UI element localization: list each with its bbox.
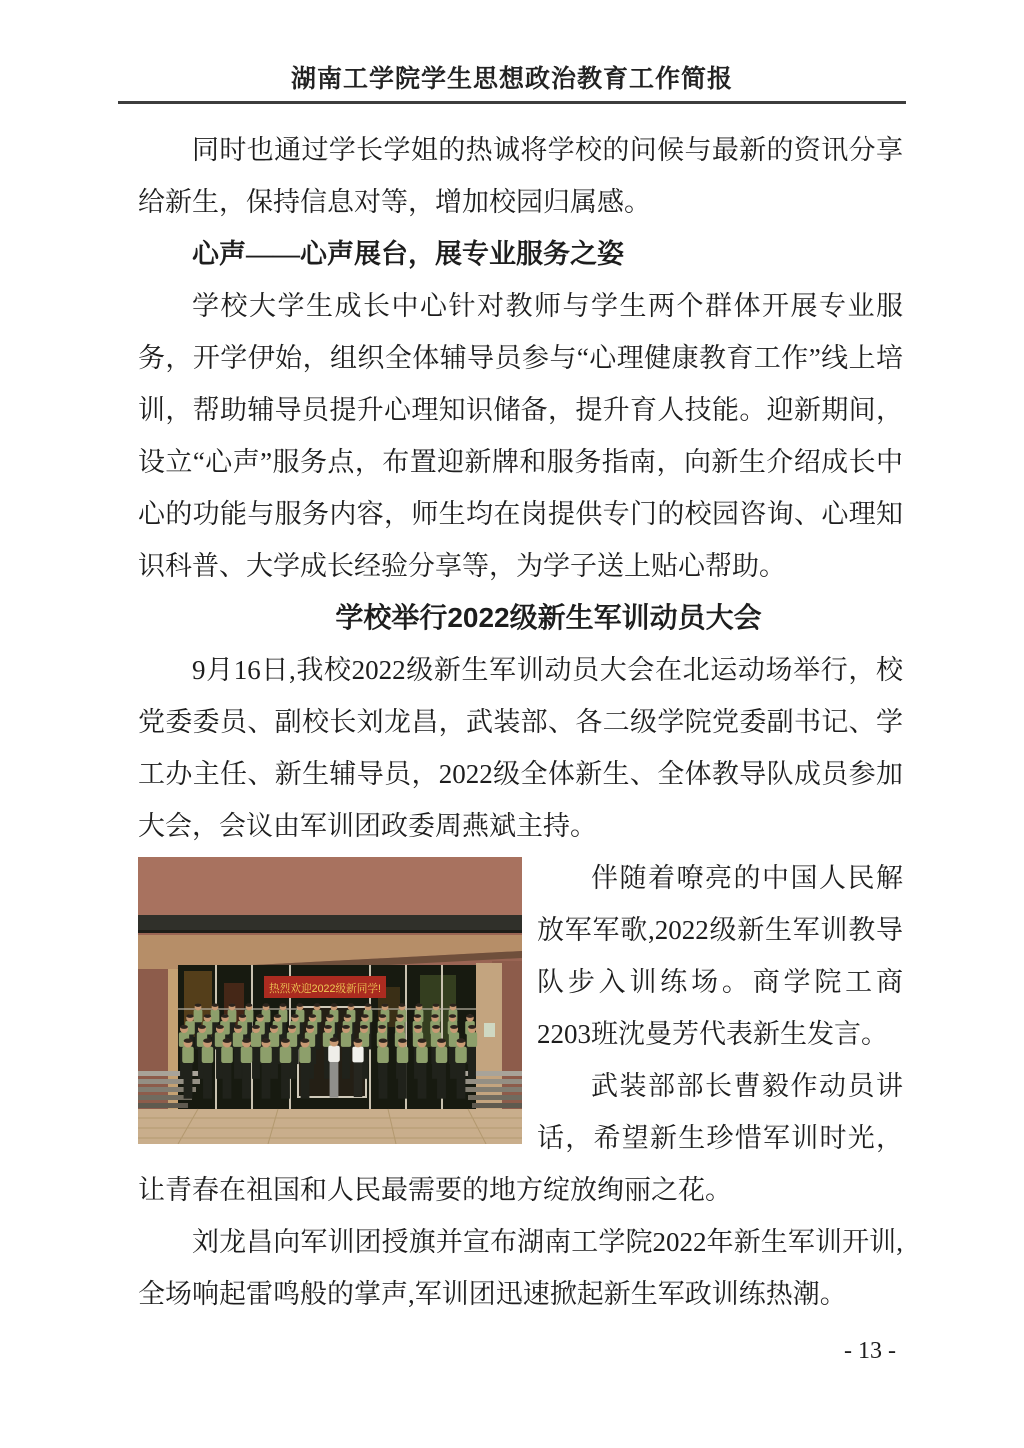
paragraph-junxun-1: 9月16日,我校2022级新生军训动员大会在北运动场举行，校党委委员、副校长刘龙昌，武装部、各二级学院党委副书记、学工办主任、新生辅导员，2022级全体新生、全体教导队成员参加大会，会议由军训团政委周燕斌主持。 bbox=[138, 655, 903, 841]
photo-roof-band bbox=[138, 915, 522, 932]
paragraph-xinsheng: 学校大学生成长中心针对教师与学生两个群体开展专业服务，开学伊始，组织全体辅导员参与“心理健康教育工作”线上培训，帮助辅导员提升心理知识储备，提升育人技能。迎新期间，设立“心声”服务点，布置迎新牌和服务指南，向新生介绍成长中心的功能与服务内容，师生均在岗提供专门的校园咨询、心理知识科普、大学成长经验分享等，为学子送上贴心帮助。 bbox=[138, 291, 903, 581]
subtitle-xinsheng: 心声——心声展台，展专业服务之姿 bbox=[192, 239, 624, 269]
group-photo-svg bbox=[138, 857, 522, 1144]
page-number: - 13 - bbox=[844, 1338, 896, 1364]
header-rule bbox=[118, 101, 906, 104]
paragraph-junxun-4: 刘龙昌向军训团授旗并宣布湖南工学院2022年新生军训开训,全场响起雷鸣般的掌声,军训团迅速掀起新生军政训练热潮。 bbox=[138, 1227, 903, 1309]
page-header-title: 湖南工学院学生思想政治教育工作简报 bbox=[290, 65, 733, 93]
section-heading-junxun: 学校举行2022级新生军训动员大会 bbox=[335, 602, 762, 633]
photo-pavement bbox=[138, 1109, 522, 1144]
photo-wall-top bbox=[138, 857, 522, 919]
paragraph-junxun-3: 武装部部长曹毅作动员讲话，希望新生珍惜军训时光，让青春在祖国和人民最需要的地方绽放绚丽之花。 bbox=[138, 1071, 903, 1205]
group-photo bbox=[138, 857, 522, 1144]
article-body bbox=[138, 124, 903, 1320]
paragraph-junxun-2: 伴随着嘹亮的中国人民解放军军歌,2022级新生军训教导队步入训练场。商学院工商2203班沈曼芳代表新生发言。 bbox=[537, 863, 903, 1049]
photo-banner-text: 热烈欢迎2022级新同学! bbox=[269, 983, 385, 995]
photo-wall-sign bbox=[484, 1023, 495, 1037]
paragraph-intro: 同时也通过学长学姐的热诚将学校的问候与最新的资讯分享给新生，保持信息对等，增加校园归属感。 bbox=[138, 135, 903, 217]
